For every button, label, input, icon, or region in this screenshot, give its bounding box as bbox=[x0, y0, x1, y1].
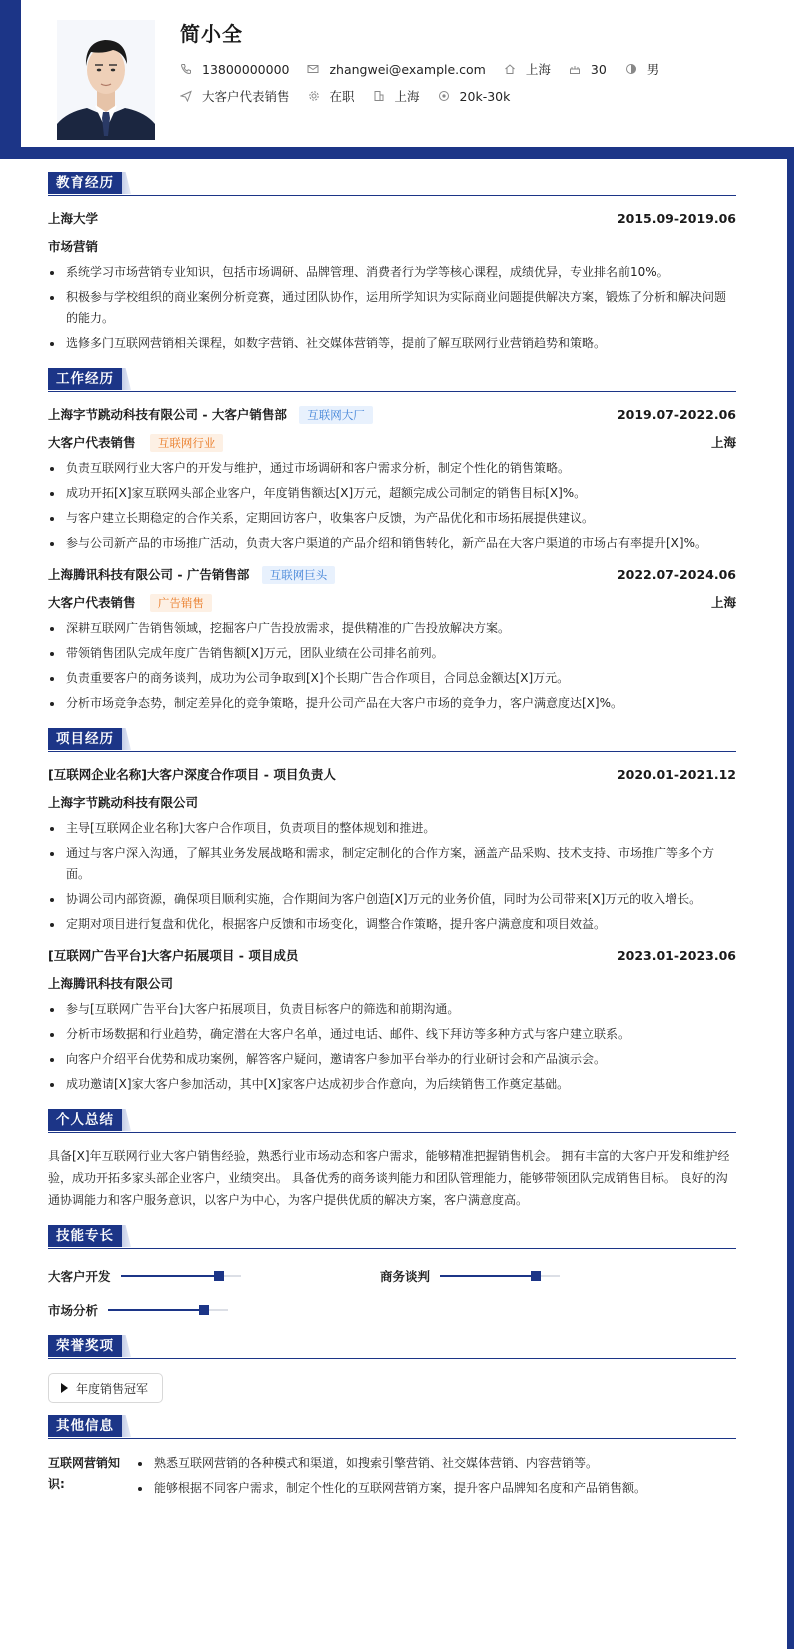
skill-bar bbox=[108, 1309, 228, 1311]
age-value: 30 bbox=[590, 61, 607, 77]
education-head bbox=[48, 204, 736, 232]
work-section bbox=[48, 368, 736, 714]
list-item: 分析市场竞争态势，制定差异化的竞争策略，提升公司产品在大客户市场的竞争力，客户满意度达[X]%。 bbox=[48, 693, 736, 714]
job-intent-row bbox=[180, 87, 528, 105]
project-period: 2020.01-2021.12 bbox=[616, 766, 736, 782]
list-item: 负责重要客户的商务谈判，成功为公司争取到[X]个长期广告合作项目，合同总金额达[X]万元。 bbox=[48, 668, 736, 689]
role-tag: 互联网行业 bbox=[150, 434, 224, 452]
list-item: 成功开拓[X]家互联网头部企业客户，年度销售额达[X]万元，超额完成公司制定的销售目标[X]%。 bbox=[48, 483, 736, 504]
award-label: 年度销售冠军 bbox=[76, 1381, 149, 1396]
skill-fill bbox=[121, 1275, 219, 1277]
section-title: 荣誉奖项 bbox=[48, 1335, 122, 1357]
work-company-wrap bbox=[48, 405, 373, 424]
work-sub bbox=[48, 588, 736, 616]
work-city-value: 上海 bbox=[394, 89, 420, 104]
list-item: 参与公司新产品的市场推广活动，负责大客户渠道的产品介绍和销售转化，新产品在大客户渠道的市场占有率提升[X]%。 bbox=[48, 533, 736, 554]
list-item: 深耕互联网广告销售领域，挖掘客户广告投放需求，提供精准的广告投放解决方案。 bbox=[48, 618, 736, 639]
salary-value: 20k-30k bbox=[459, 88, 511, 104]
skill-knob bbox=[214, 1271, 224, 1281]
skill-bar bbox=[440, 1275, 560, 1277]
work-company-wrap bbox=[48, 565, 335, 584]
section-header bbox=[48, 1335, 736, 1359]
work-sub bbox=[48, 428, 736, 456]
age-item bbox=[569, 62, 607, 77]
work-role-wrap bbox=[48, 433, 223, 452]
resume-header bbox=[0, 0, 794, 152]
section-header bbox=[48, 1109, 736, 1133]
work-role: 大客户代表销售 bbox=[48, 594, 136, 610]
phone-item bbox=[180, 62, 289, 77]
project-head bbox=[48, 760, 736, 788]
list-item: 分析市场数据和行业趋势，确定潜在大客户名单，通过电话、邮件、线下拜访等多种方式与客户建立联系。 bbox=[48, 1024, 736, 1045]
list-item: 通过与客户深入沟通，了解其业务发展战略和需求，制定定制化的合作方案，涵盖产品采购、技术支持、市场推广等多个方面。 bbox=[48, 843, 736, 885]
work-role: 大客户代表销售 bbox=[48, 434, 136, 450]
list-item: 系统学习市场营销专业知识，包括市场调研、品牌管理、消费者行为学等核心课程，成绩优异，专业排名前10%。 bbox=[48, 262, 736, 283]
section-header bbox=[48, 1415, 736, 1439]
project-sub bbox=[48, 969, 736, 997]
skill-knob bbox=[531, 1271, 541, 1281]
skill-knob bbox=[199, 1305, 209, 1315]
education-bullets bbox=[48, 262, 736, 354]
age-icon bbox=[569, 63, 581, 75]
work-city-item bbox=[373, 87, 420, 105]
summary-section bbox=[48, 1109, 736, 1211]
list-item: 熟悉互联网营销的各种模式和渠道，如搜索引擎营销、社交媒体营销、内容营销等。 bbox=[136, 1453, 646, 1474]
project-bullets bbox=[48, 818, 736, 935]
frame-bottom-bar bbox=[0, 147, 794, 159]
gear-icon bbox=[308, 90, 320, 102]
work-city: 上海 bbox=[710, 595, 736, 610]
resume-content bbox=[48, 160, 736, 1503]
list-item: 主导[互联网企业名称]大客户合作项目，负责项目的整体规划和推进。 bbox=[48, 818, 736, 839]
school-name: 上海大学 bbox=[48, 211, 99, 226]
avatar bbox=[57, 20, 155, 140]
list-item: 负责互联网行业大客户的开发与维护，通过市场调研和客户需求分析，制定个性化的销售策略。 bbox=[48, 458, 736, 479]
list-item: 带领销售团队完成年度广告销售额[X]万元，团队业绩在公司排名前列。 bbox=[48, 643, 736, 664]
city-value: 上海 bbox=[525, 62, 551, 77]
candidate-name: 简小全 bbox=[180, 22, 243, 46]
work-head bbox=[48, 400, 736, 428]
list-item: 协调公司内部资源，确保项目顺利实施，合作期间为客户创造[X]万元的业务价值，同时为公司带来[X]万元的收入增长。 bbox=[48, 889, 736, 910]
skill-item bbox=[48, 1301, 228, 1319]
education-section bbox=[48, 172, 736, 354]
work-city: 上海 bbox=[710, 435, 736, 450]
skill-item bbox=[380, 1267, 560, 1285]
building-icon bbox=[373, 90, 385, 102]
list-item: 能够根据不同客户需求，制定个性化的互联网营销方案，提升客户品牌知名度和产品销售额。 bbox=[136, 1478, 646, 1499]
role-tag: 广告销售 bbox=[150, 594, 212, 612]
section-header bbox=[48, 728, 736, 752]
salary-item bbox=[438, 89, 511, 104]
phone-value: 13800000000 bbox=[202, 61, 290, 77]
position-value: 大客户代表销售 bbox=[202, 89, 290, 104]
award-chip bbox=[48, 1373, 163, 1403]
frame-right-bar bbox=[787, 147, 794, 1649]
work-company: 上海字节跳动科技有限公司 - 大客户销售部 bbox=[48, 406, 287, 422]
skill-name: 商务谈判 bbox=[380, 1269, 431, 1284]
work-bullets bbox=[48, 458, 736, 554]
skill-fill bbox=[440, 1275, 536, 1277]
other-row bbox=[48, 1449, 736, 1503]
contact-row bbox=[180, 60, 677, 78]
skill-name: 大客户开发 bbox=[48, 1269, 111, 1284]
list-item: 定期对项目进行复盘和优化，根据客户反馈和市场变化，调整合作策略，提升客户满意度和项目效益。 bbox=[48, 914, 736, 935]
other-section bbox=[48, 1415, 736, 1503]
send-icon bbox=[180, 90, 192, 102]
gender-value: 男 bbox=[646, 62, 660, 77]
company-tag: 互联网巨头 bbox=[262, 566, 336, 584]
project-bullets bbox=[48, 999, 736, 1095]
salary-icon bbox=[438, 90, 450, 102]
section-header bbox=[48, 1225, 736, 1249]
skills-section bbox=[48, 1225, 736, 1329]
list-item: 向客户介绍平台优势和成功案例，解答客户疑问，邀请客户参加平台举办的行业研讨会和产品演示会。 bbox=[48, 1049, 736, 1070]
project-company: 上海腾讯科技有限公司 bbox=[48, 976, 174, 991]
status-item bbox=[308, 87, 355, 105]
status-value: 在职 bbox=[329, 89, 355, 104]
skill-name: 市场分析 bbox=[48, 1303, 99, 1318]
position-item bbox=[180, 87, 290, 105]
section-title: 个人总结 bbox=[48, 1109, 122, 1131]
section-title: 工作经历 bbox=[48, 368, 122, 390]
education-sub bbox=[48, 232, 736, 260]
list-item: 与客户建立长期稳定的合作关系，定期回访客户，收集客户反馈，为产品优化和市场拓展提供建议。 bbox=[48, 508, 736, 529]
work-period: 2022.07-2024.06 bbox=[616, 566, 736, 582]
other-bullets bbox=[136, 1453, 646, 1503]
email-item bbox=[307, 62, 485, 77]
email-value: zhangwei@example.com bbox=[329, 61, 486, 77]
home-icon bbox=[504, 63, 516, 75]
work-company: 上海腾讯科技有限公司 - 广告销售部 bbox=[48, 566, 250, 582]
mail-icon bbox=[307, 63, 319, 75]
work-head bbox=[48, 560, 736, 588]
projects-section bbox=[48, 728, 736, 1095]
section-title: 项目经历 bbox=[48, 728, 122, 750]
section-header bbox=[48, 172, 736, 196]
project-title: [互联网广告平台]大客户拓展项目 - 项目成员 bbox=[48, 948, 299, 963]
project-title: [互联网企业名称]大客户深度合作项目 - 项目负责人 bbox=[48, 767, 336, 782]
list-item: 选修多门互联网营销相关课程，如数字营销、社交媒体营销等，提前了解互联网行业营销趋势和策略。 bbox=[48, 333, 736, 354]
major-name: 市场营销 bbox=[48, 239, 99, 254]
awards-section bbox=[48, 1335, 736, 1403]
frame-left-bar bbox=[0, 0, 21, 152]
project-company: 上海字节跳动科技有限公司 bbox=[48, 795, 199, 810]
gender-item bbox=[625, 60, 660, 78]
project-sub bbox=[48, 788, 736, 816]
section-title: 其他信息 bbox=[48, 1415, 122, 1437]
skill-fill bbox=[108, 1309, 204, 1311]
list-item: 成功邀请[X]家大客户参加活动，其中[X]家客户达成初步合作意向，为后续销售工作奠定基础。 bbox=[48, 1074, 736, 1095]
work-period: 2019.07-2022.06 bbox=[616, 406, 736, 422]
city-item bbox=[504, 60, 551, 78]
section-title: 教育经历 bbox=[48, 172, 122, 194]
skill-item bbox=[48, 1267, 241, 1285]
other-label: 互联网营销知识: bbox=[48, 1456, 121, 1491]
section-header bbox=[48, 368, 736, 392]
project-period: 2023.01-2023.06 bbox=[616, 947, 736, 963]
skill-bar bbox=[121, 1275, 241, 1277]
project-head bbox=[48, 941, 736, 969]
skills-list bbox=[48, 1257, 736, 1329]
list-item: 参与[互联网广告平台]大客户拓展项目，负责目标客户的筛选和前期沟通。 bbox=[48, 999, 736, 1020]
section-title: 技能专长 bbox=[48, 1225, 122, 1247]
summary-text: 具备[X]年互联网行业大客户销售经验，熟悉行业市场动态和客户需求，能够精准把握销售机会。 拥有丰富的大客户开发和维护经验，成功开拓多家头部企业客户，业绩突出。 具备优秀的商务谈判能力和团队管理能力，能够带领团队完成销售目标。 良好的沟通协调能力和客户服务意识，以客户为中心，为客户提供优质的解决方案，客户满意度高。 bbox=[48, 1149, 730, 1207]
phone-icon bbox=[180, 63, 192, 75]
work-bullets bbox=[48, 618, 736, 714]
work-role-wrap bbox=[48, 593, 212, 612]
play-icon bbox=[61, 1383, 68, 1393]
list-item: 积极参与学校组织的商业案例分析竞赛，通过团队协作，运用所学知识为实际商业问题提供解决方案，锻炼了分析和解决问题的能力。 bbox=[48, 287, 736, 329]
education-period: 2015.09-2019.06 bbox=[616, 210, 736, 226]
gender-icon bbox=[625, 63, 637, 75]
company-tag: 互联网大厂 bbox=[299, 406, 373, 424]
